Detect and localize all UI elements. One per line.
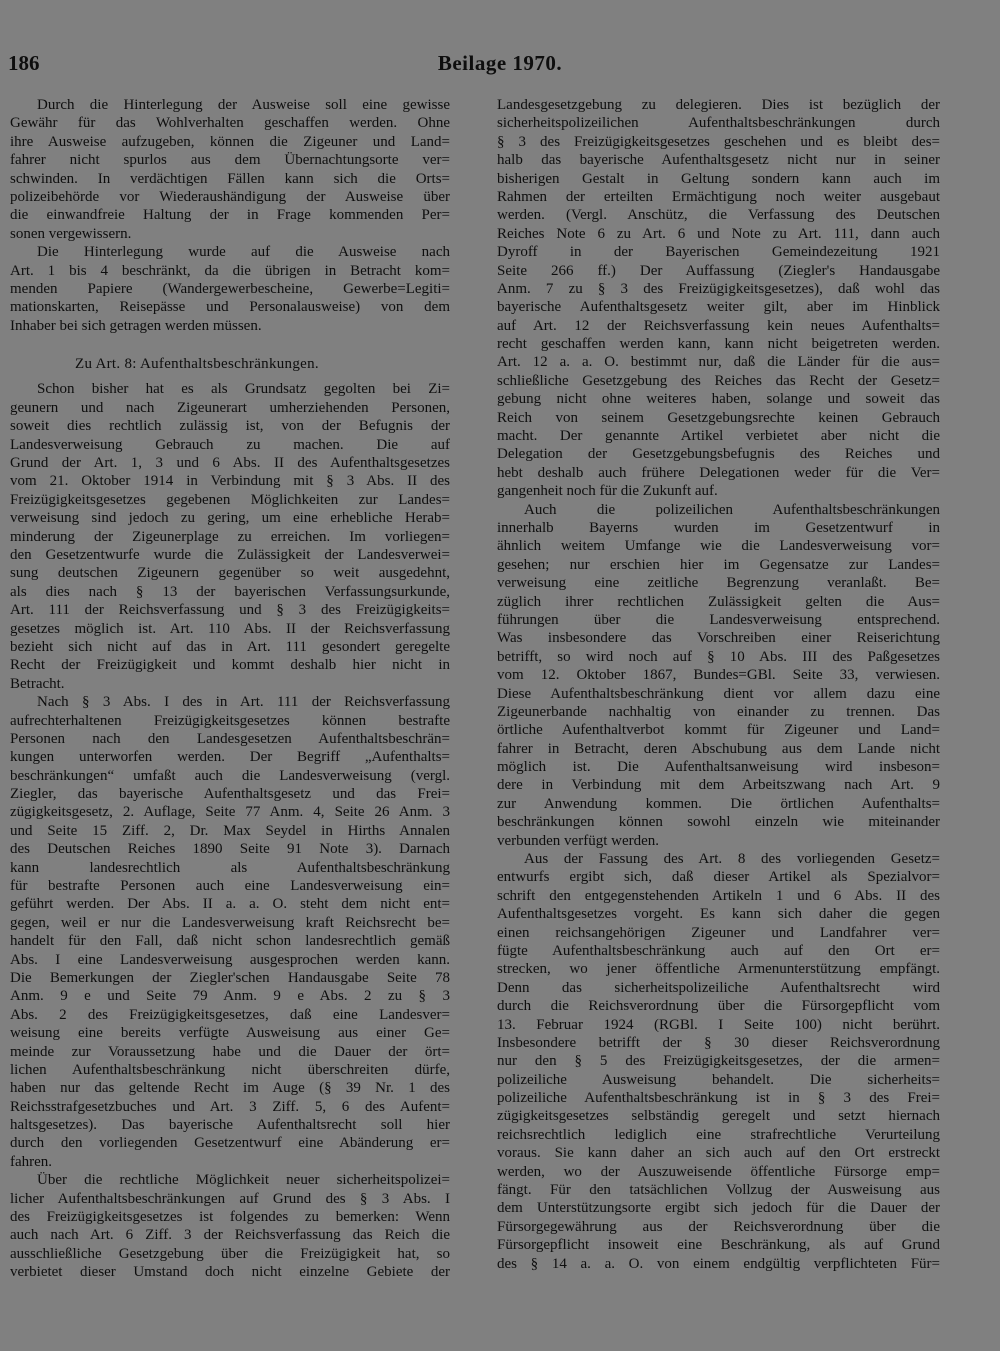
text-line: für bestrafte Personen auch eine Landesverweisung ein=: [10, 878, 450, 895]
text-line: gegen, weil er nur die Landesverweisung kraft Reichsrecht be=: [10, 914, 450, 931]
page-title: Beilage 1970.: [437, 51, 563, 75]
text-line: bisherigen Gestalt in Geltung sondern kann auch im: [497, 170, 940, 187]
text-line: entwurfs ergibt sich, daß dieser Artikel als Spezialvor=: [497, 869, 940, 886]
text-line: Landesverweisung Gebrauch zu machen. Die auf: [10, 436, 450, 453]
text-line: gesetzes möglich ist. Art. 110 Abs. II der Reichsverfassung: [10, 620, 450, 637]
text-line: führungen über die Landesverweisung entsprechend.: [497, 611, 940, 628]
text-line: Art. 111 der Reichsverfassung und § 3 des Freizügigkeits=: [10, 602, 450, 619]
text-line: Über die rechtliche Möglichkeit neuer sicherheitspolizei=: [37, 1172, 450, 1189]
text-line: verweisung eine zeitliche Begrenzung veranlaßt. Be=: [497, 575, 940, 592]
text-line: polizeiliche Ausweisung behandelt. Die sicherheits=: [497, 1071, 940, 1088]
text-line: gesehen; nur erschien hier im Gegensatze zur Landes=: [497, 556, 940, 573]
text-line: züglich ihrer rechtlichen Zulässigkeit gelten die Aus=: [497, 593, 940, 610]
text-line: Die Hinterlegung wurde auf die Ausweise nach: [37, 244, 450, 261]
text-line: Fürsorgepflicht insoweit eine Beschränkung, als auf Grund: [497, 1237, 940, 1254]
text-line: sonen vergewissern.: [10, 225, 132, 242]
text-line: Gewähr für das Wohlverhalten geschaffen werden. Ohne: [10, 115, 450, 132]
text-line: Aus der Fassung des Art. 8 des vorliegenden Gesetz=: [524, 851, 940, 868]
text-line: hebt deshalb auch frühere Delegationen weder für die Ver=: [497, 464, 940, 481]
text-line: Landesgesetzgebung zu delegieren. Dies ist bezüglich der: [497, 97, 940, 113]
text-line: Abs. 2 des Freizügigkeitsgesetzes, daß eine Landesver=: [10, 1006, 450, 1023]
text-line: Was insbesondere das Vorschreiben einer Reiserichtung: [497, 630, 940, 647]
text-line: auf Art. 12 der Reichsverfassung kein neues Aufenthalts=: [497, 317, 940, 334]
text-line: geführt werden. Der Abs. II a. a. O. steht dem nicht ent=: [10, 896, 450, 913]
paragraph: [10, 1171, 450, 1281]
text-line: Rahmen der erteilten Ermächtigung noch weiter ausgebaut: [497, 188, 940, 205]
text-line: Fürsorgegewährung aus der Reichsverordnung über die: [497, 1218, 940, 1235]
left-text-column: [10, 96, 450, 1282]
text-line: verbietet dieser Umstand doch nicht einzelne Gebiete der: [10, 1264, 450, 1281]
text-line: durch die Reichsverordnung über die Fürsorgepflicht vom: [497, 998, 940, 1015]
text-line: geunern und nach Zigeunerart umherziehenden Personen,: [10, 399, 450, 416]
text-line: zügigkeitsgesetz, 2. Auflage, Seite 77 Anm. 4, Seite 26 Anm. 3: [10, 804, 450, 821]
text-line: weisung eine bereits verfügte Ausweisung aus einer Ge=: [10, 1025, 450, 1042]
text-line: die einwandfreie Haltung der in Frage kommenden Per=: [10, 207, 450, 224]
text-line: des Freizügigkeitsgesetzes ist folgendes zu bemerken: Wenn: [10, 1209, 450, 1226]
text-line: licher Aufenthaltsbeschränkungen auf Grund des § 3 Abs. I: [10, 1190, 450, 1207]
text-line: beschränkungen“ umfaßt auch die Landesverweisung (vergl.: [10, 767, 450, 784]
text-line: minderung der Zigeunerplage zu erreichen. Im vorliegen=: [10, 528, 450, 545]
text-line: fahrer nicht spurlos aus dem Übernachtungsorte ver=: [10, 152, 450, 169]
text-line: Aufenthaltsgesetzes vorgeht. Es kann sich daher die gegen: [497, 906, 940, 923]
text-line: Grund der Art. 1, 3 und 6 Abs. II des Aufenthaltsgesetzes: [10, 455, 450, 472]
text-line: macht. Der genannte Artikel verbietet aber nicht die: [497, 428, 940, 445]
text-line: bezieht sich nicht auf das in Art. 111 gesondert geregelte: [10, 638, 450, 655]
text-line: Abs. I eine Landesverweisung ausgesprochen werden kann.: [10, 951, 450, 968]
text-line: Insbesondere betrifft der § 30 dieser Reichsverordnung: [497, 1034, 940, 1051]
text-line: schrift den entgegenstehenden Artikeln 1 und 6 Abs. II des: [497, 887, 940, 904]
text-line: Betracht.: [10, 675, 65, 692]
paragraph: [497, 96, 940, 501]
paragraph: [10, 243, 450, 335]
paragraph: [10, 380, 450, 693]
text-line: fahren.: [10, 1153, 53, 1170]
text-line: durch den vorliegenden Gesetzentwurf eine Abänderung er=: [10, 1135, 450, 1152]
text-line: Reichsstrafgesetzbuches und Art. 3 Ziff. 5, 6 des Aufent=: [10, 1098, 450, 1115]
text-line: zur Anwendung kommen. Die örtlichen Aufenthalts=: [497, 795, 940, 812]
text-line: gangenheit noch für die Zukunft auf.: [497, 483, 718, 500]
text-line: halb das bayerische Aufenthaltsgesetz nicht nur in seiner: [497, 152, 940, 169]
text-line: vom 12. Oktober 1867, Bundes=GBl. Seite 33, verwiesen.: [497, 667, 940, 684]
text-line: verweisung sind jedoch zu gering, um eine erhebliche Herab=: [10, 510, 450, 527]
text-line: Delegation der Gesetzgebungsbefugnis des Reiches und: [497, 446, 940, 463]
text-line: nur den § 5 des Freizügigkeitsgesetzes, der die armen=: [497, 1053, 940, 1070]
text-line: Schon bisher hat es als Grundsatz gegolten bei Zi=: [37, 381, 450, 398]
text-line: betrifft, so wird noch auf § 10 Abs. III des Paßgesetzes: [497, 648, 940, 665]
text-line: Denn das sicherheitspolizeiliche Aufenthaltsrecht wird: [497, 979, 940, 996]
text-line: Art. 12 a. a. O. bestimmt nur, daß die Länder für die aus=: [497, 354, 940, 371]
text-line: zügigkeitsgesetzes selbständig geregelt und setzt hiernach: [497, 1108, 940, 1125]
page-number: 186: [8, 51, 40, 75]
text-line: Ziegler, das bayerische Aufenthaltsgesetz und das Frei=: [10, 786, 450, 803]
text-line: des § 14 a. a. O. von einem endgültig verpflichteten Für=: [497, 1255, 940, 1272]
section-heading: Zu Art. 8: Aufenthaltsbeschränkungen.: [75, 356, 319, 373]
text-line: des Deutschen Reiches 1890 Seite 91 Note 3). Darnach: [10, 841, 450, 858]
text-line: verbunden verfügt werden.: [497, 832, 660, 849]
text-line: Durch die Hinterlegung der Ausweise soll eine gewisse: [37, 97, 450, 113]
text-line: haltsgesetzes). Das bayerische Aufenthaltsrecht soll hier: [10, 1117, 450, 1134]
text-line: lichen Aufenthaltsbeschränkung nicht überschreiten dürfe,: [10, 1061, 450, 1078]
text-line: Zigeunerbande nachhaltig von einander zu trennen. Das: [497, 703, 940, 720]
text-line: Dyroff in der Bayerischen Gemeindezeitung 1921: [497, 244, 940, 261]
text-line: schließliche Gesetzgebung des Reiches das Recht der Gesetz=: [497, 372, 940, 389]
text-line: meinde zur Voraussetzung habe und die Dauer der ört=: [10, 1043, 450, 1060]
text-line: sicherheitspolizeilichen Aufenthaltsbeschränkungen durch: [497, 115, 940, 132]
text-line: bayerische Aufenthaltsgesetz weiter gilt, aber im Hinblick: [497, 299, 940, 316]
text-line: haben nur das geltende Recht im Auge (§ 39 Nr. 1 des: [10, 1080, 450, 1097]
paragraph: [497, 850, 940, 1273]
text-line: ähnlich weitem Umfange wie die Landesverweisung vor=: [497, 538, 940, 555]
text-line: fahrer in Betracht, deren Abschubung aus dem Lande nicht: [497, 740, 940, 757]
text-line: polizeibehörde vor Wiederaushändigung der Ausweise über: [10, 188, 450, 205]
text-line: kann landesrechtlich als Aufenthaltsbeschränkung: [10, 859, 450, 876]
text-line: als dies nach § 13 der bayerischen Verfassungsurkunde,: [10, 583, 450, 600]
text-line: werden, wo der Auszuweisende öffentliche Fürsorge emp=: [497, 1163, 940, 1180]
text-line: handelt für den Fall, daß nicht schon landesrechtlich gemäß: [10, 933, 450, 950]
text-line: Seite 266 ff.) Der Auffassung (Ziegler's Handausgabe: [497, 262, 940, 279]
text-line: möglich ist. Die Aufenthaltsanweisung wird insbeson=: [497, 759, 940, 776]
text-line: Freizügigkeitsgesetzes gegebenen Möglichkeiten zur Landes=: [10, 491, 450, 508]
text-line: mationskarten, Reisepässe und Personalausweise) von dem: [10, 299, 450, 316]
text-line: Die Bemerkungen der Ziegler'schen Handausgabe Seite 78: [10, 969, 450, 986]
text-line: einen reichsangehörigen Zigeuner und Landfahrer ver=: [497, 924, 940, 941]
text-line: Auch die polizeilichen Aufenthaltsbeschränkungen: [524, 501, 940, 518]
text-line: voraus. Sie kann daher an sich auch auf den Ort erstreckt: [497, 1145, 940, 1162]
text-line: innerhalb Bayerns wurden im Gesetzentwurf in: [497, 519, 940, 536]
text-line: den Gesetzentwurfe wurde die Zulässigkeit der Landesverwei=: [10, 546, 450, 563]
text-line: dere in Verbindung mit dem Arbeitszwang nach Art. 9: [497, 777, 940, 794]
text-line: örtliche Aufenthaltverbot kommt für Zigeuner und Land=: [497, 722, 940, 739]
text-line: § 3 des Freizügigkeitsgesetzes geschehen und es bleibt des=: [497, 133, 940, 150]
text-line: und Seite 15 Ziff. 2, Dr. Max Seydel in Hirths Annalen: [10, 822, 450, 839]
text-line: Recht der Freizügigkeit und kommt deshalb hier nicht in: [10, 657, 450, 674]
text-line: Diese Aufenthaltsbeschränkung dient vor allem dazu eine: [497, 685, 940, 702]
text-line: 13. Februar 1924 (RGBl. I Seite 100) nicht berührt.: [497, 1016, 940, 1033]
paragraph: [497, 501, 940, 850]
text-line: schwinden. In verdächtigen Fällen kann sich die Orts=: [10, 170, 450, 187]
text-line: sung deutschen Zigeunern gegenüber so weit ausgedehnt,: [10, 565, 450, 582]
text-line: strecken, wo jener öffentliche Armenunterstützung empfängt.: [497, 961, 940, 978]
text-line: Anm. 7 zu § 3 des Freizügigkeitsgesetzes), daß wohl das: [497, 280, 940, 297]
text-line: Reich von seinem Gesetzgebungsrechte keinen Gebrauch: [497, 409, 940, 426]
right-text-column: [497, 96, 940, 1273]
text-line: Personen nach den Landesgesetzen Aufenthaltsbeschrän=: [10, 730, 450, 747]
text-line: recht geschaffen werden kann, kann nicht beigetreten werden.: [497, 336, 940, 353]
text-line: werden. (Vergl. Anschütz, die Verfassung des Deutschen: [497, 207, 940, 224]
text-line: fügte Aufenthaltsbeschränkung auch auf den Ort er=: [497, 942, 940, 959]
text-line: Reiches Note 6 zu Art. 6 und Note zu Art. 111, dann auch: [497, 225, 940, 242]
text-line: aufrechterhaltenen Freizügigkeitsgesetzes können bestrafte: [10, 712, 450, 729]
text-line: polizeiliche Aufenthaltsbeschränkung ist in § 3 des Frei=: [497, 1090, 940, 1107]
paragraph: [10, 693, 450, 1171]
text-line: beschränkungen können sowohl einzeln wie miteinander: [497, 814, 940, 831]
text-line: dem Unterstützungsorte ergibt sich jedoch für die Dauer der: [497, 1200, 940, 1217]
text-line: gebung nicht ohne weiteres haben, solange und soweit das: [497, 391, 940, 408]
text-line: Art. 1 bis 4 beschränkt, da die übrigen in Betracht kom=: [10, 262, 450, 279]
text-line: menden Papiere (Wandergewerbescheine, Gewerbe=Legiti=: [10, 280, 450, 297]
text-line: auch nach Art. 6 Ziff. 3 der Reichsverfassung das Reich die: [10, 1227, 450, 1244]
text-line: fängt. Für den tatsächlichen Vollzug der Ausweisung aus: [497, 1182, 940, 1199]
text-line: soweit dies rechtlich zulässig ist, von der Befugnis der: [10, 418, 450, 435]
text-line: vom 21. Oktober 1914 in Verbindung mit § 3 Abs. II des: [10, 473, 450, 490]
text-line: Anm. 9 e und Seite 79 Anm. 9 e Abs. 2 zu § 3: [10, 988, 450, 1005]
text-line: kungen unterworfen werden. Der Begriff „Aufenthalts=: [10, 749, 450, 766]
text-line: ausschließliche Gesetzgebung über die Freizügigkeit hat, so: [10, 1245, 450, 1262]
text-line: Nach § 3 Abs. I des in Art. 111 der Reichsverfassung: [37, 694, 450, 711]
paragraph: [10, 96, 450, 243]
text-line: ihre Ausweise aufzugeben, können die Zigeuner und Land=: [10, 133, 450, 150]
text-line: reichsrechtlich lediglich eine strafrechtliche Verurteilung: [497, 1126, 940, 1143]
text-line: Inhaber bei sich getragen werden müssen.: [10, 317, 262, 334]
